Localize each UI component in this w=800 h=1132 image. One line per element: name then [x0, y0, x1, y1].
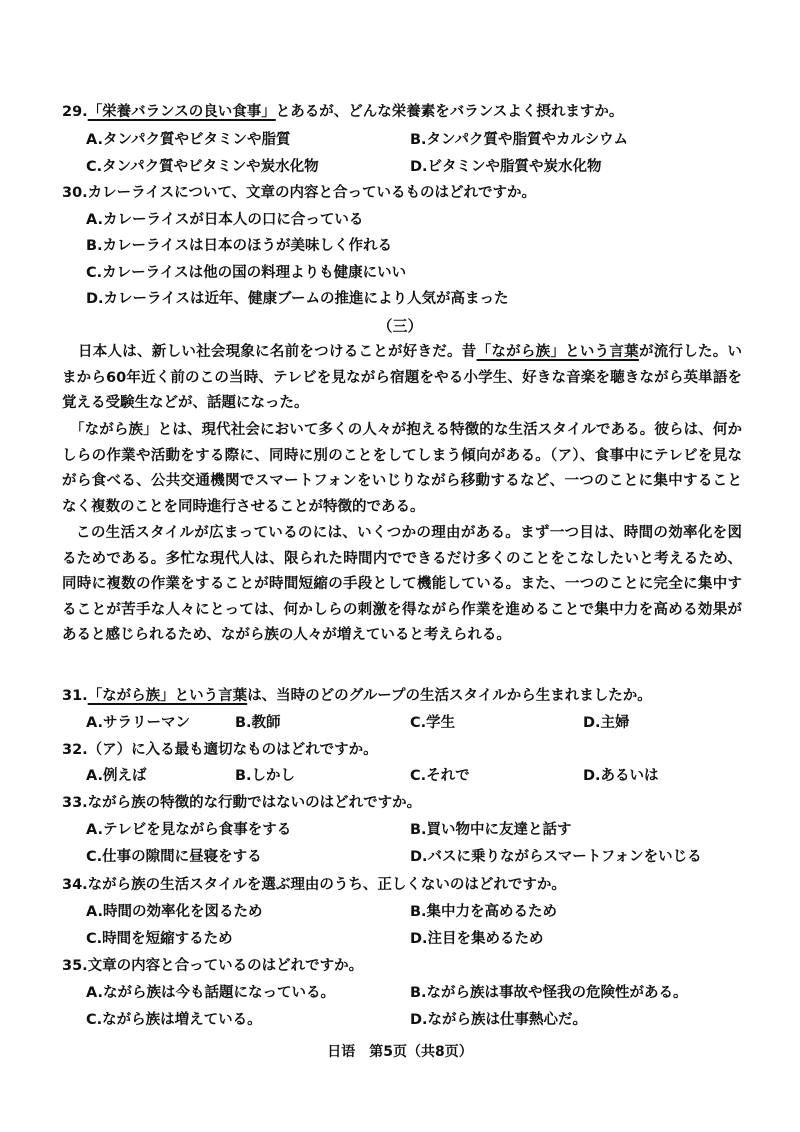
q35-option-d[interactable]: D.ながら族は仕事熱心だ。 [410, 1012, 588, 1028]
question-32-title: 32.（ア）に入る最も適切なものはどれですか。 [62, 742, 378, 758]
question-30-title: 30.カレーライスについて、文章の内容と合っているものはどれですか。 [62, 185, 537, 201]
q35-option-b[interactable]: B.ながら族は事故や怪我の危険性がある。 [410, 985, 688, 1001]
section-title: （三） [377, 317, 423, 335]
question-29-title: 29.「栄養バランスの良い食事」とあるが、どんな栄養素をバランスよく摂れますか。 [62, 104, 624, 120]
q30-option-a[interactable]: A.カレーライスが日本人の口に合っている [86, 212, 364, 228]
q35-option-a[interactable]: A.ながら族は今も話題になっている。 [86, 985, 335, 1001]
passage-paragraph-1: 日本人は、新しい社会現象に名前をつけることが好きだ。昔「ながら族」という言葉が流行した。いまから60年近く前のこの当時、テレビを見ながら宿題をやる小学生、好きな音楽を聴きながら英単語を覚える受験生などが、話題になった。 [62, 344, 743, 412]
q30-option-b[interactable]: B.カレーライスは日本のほうが美味しく作れる [86, 238, 392, 254]
q34-option-c[interactable]: C.時間を短縮するため [86, 931, 233, 947]
q31-option-b[interactable]: B.教師 [235, 715, 281, 731]
q34-option-d[interactable]: D.注目を集めるため [410, 931, 544, 947]
q29-option-c[interactable]: C.タンパク質やビタミンや炭水化物 [86, 159, 319, 175]
q30-option-c[interactable]: C.カレーライスは他の国の料理よりも健康にいい [86, 265, 407, 281]
q34-option-a[interactable]: A.時間の効率化を図るため [86, 904, 263, 920]
question-33-title: 33.ながら族の特徴的な行動ではないのはどれですか。 [62, 795, 422, 811]
q32-option-c[interactable]: C.それで [410, 768, 470, 784]
q33-option-b[interactable]: B.買い物中に友達と話す [410, 822, 572, 838]
q33-option-c[interactable]: C.仕事の隙間に昼寝をする [86, 849, 262, 865]
q34-option-b[interactable]: B.集中力を高めるため [410, 904, 558, 920]
q32-option-a[interactable]: A.例えば [86, 768, 147, 784]
passage-paragraph-2: 「ながら族」とは、現代社会において多くの人々が抱える特徴的な生活スタイルである。彼らは、何かしらの作業や活動をする際に、同時に別のことをしてしまう傾向がある。（ア）、食事中にテレビを見ながら食べる、公共交通機関でスマートフォンをいじりながら移動するなど、一つのことに集中することなく複数のことを同時進行させることが特徴的である。 [62, 422, 742, 515]
q33-option-a[interactable]: A.テレビを見ながら食事をする [86, 822, 292, 838]
passage-paragraph-3: この生活スタイルが広まっているのには、いくつかの理由がある。まず一つ目は、時間の効率化を図るためである。多忙な現代人は、限られた時間内でできるだけ多くのことをこなしたいと考えるため、同時に複数の作業をすることが時間短縮の手段として機能している。また、一つのことに完全に集中することが苦手な人々にとっては、何かしらの刺激を得ながら作業を進めることで集中力を高める効果があると感じられるため、ながら族の人々が増えていると考えられる。 [62, 525, 742, 644]
q33-option-d[interactable]: D.バスに乗りながらスマートフォンをいじる [410, 849, 702, 865]
page-footer: 日语 第5页（共8页） [327, 1044, 473, 1060]
question-35-title: 35.文章の内容と合っているのはどれですか。 [62, 958, 364, 974]
q29-option-d[interactable]: D.ビタミンや脂質や炭水化物 [410, 159, 602, 175]
q30-option-d[interactable]: D.カレーライスは近年、健康ブームの推進により人気が高まった [86, 291, 509, 307]
question-34-title: 34.ながら族の生活スタイルを選ぶ理由のうち、正しくないのはどれですか。 [62, 877, 566, 893]
question-31-title: 31.「ながら族」という言葉は、当時のどのグループの生活スタイルから生まれましたか。 [62, 688, 652, 704]
q29-option-a[interactable]: A.タンパク質やビタミンや脂質 [86, 132, 291, 148]
question-31-quote: 「ながら族」という言葉 [87, 688, 248, 704]
passage-quote-nagarazoku: 「ながら族」という言葉 [476, 344, 639, 360]
q31-option-d[interactable]: D.主婦 [583, 715, 630, 731]
q35-option-c[interactable]: C.ながら族は増えている。 [86, 1012, 262, 1028]
q32-option-b[interactable]: B.しかし [235, 768, 296, 784]
question-29-quote: 「栄養バランスの良い食事」 [87, 104, 276, 120]
q31-option-a[interactable]: A.サラリーマン [86, 715, 190, 731]
q29-option-b[interactable]: B.タンパク質や脂質やカルシウム [410, 132, 629, 148]
q31-option-c[interactable]: C.学生 [410, 715, 456, 731]
q32-option-d[interactable]: D.あるいは [583, 768, 659, 784]
